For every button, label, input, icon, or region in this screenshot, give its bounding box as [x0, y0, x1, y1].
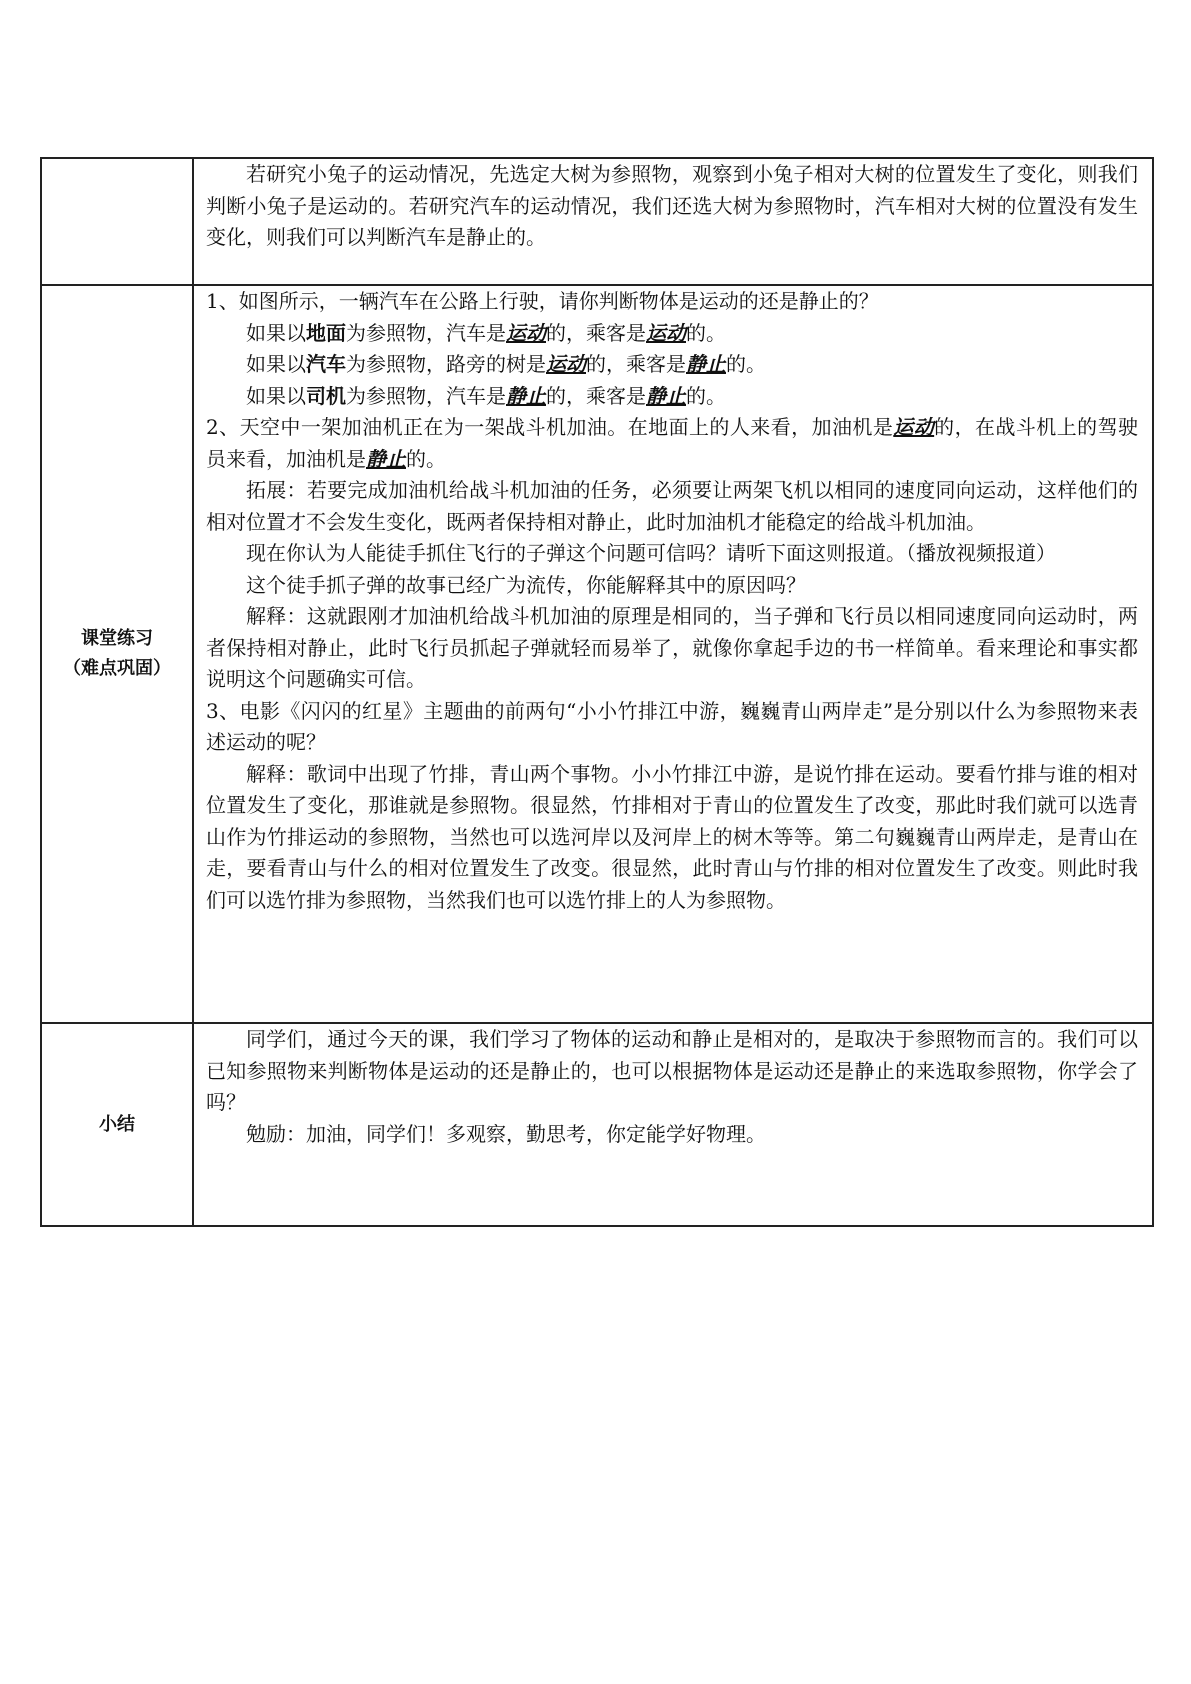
table-row: [41, 158, 1153, 285]
reference-object: 汽车: [306, 352, 346, 376]
row-content: [193, 158, 1153, 285]
label-subtitle: （难点巩固）: [63, 658, 171, 679]
answer: 运动: [506, 320, 546, 345]
answer: 运动: [546, 352, 586, 376]
reference-object: 司机: [306, 383, 346, 408]
q1-line: 如果以汽车为参照物，路旁的树是运动的，乘客是静止的。: [246, 352, 766, 376]
table-row: [41, 285, 1153, 1023]
answer: 运动: [646, 320, 686, 345]
row-label-summary: 小结: [41, 1023, 193, 1226]
question-1: 1、如图所示，一辆汽车在公路上行驶，请你判断物体是运动的还是静止的？: [206, 289, 879, 313]
question-2: 2、天空中一架加油机正在为一架战斗机加油。在地面上的人来看，加油机是运动的，在战斗机上的驾驶员来看，加油机是静止的。: [206, 415, 1138, 471]
table-row: [41, 1023, 1153, 1226]
reference-object: 地面: [306, 320, 346, 345]
answer: 静止: [686, 352, 726, 376]
paragraph: 同学们，通过今天的课，我们学习了物体的运动和静止是相对的，是取决于参照物而言的。我们可以已知参照物来判断物体是运动的还是静止的，也可以根据物体是运动还是静止的来选取参照物，你学会了吗？: [206, 1027, 1138, 1114]
q1-line: 如果以地面为参照物，汽车是运动的，乘客是运动的。: [246, 320, 726, 345]
paragraph: 若研究小兔子的运动情况，先选定大树为参照物，观察到小兔子相对大树的位置发生了变化，则我们判断小兔子是运动的。若研究汽车的运动情况，我们还选大树为参照物时，汽车相对大树的位置没有发生变化，则我们可以判断汽车是静止的。: [206, 162, 1138, 249]
answer: 静止: [646, 383, 686, 408]
answer: 静止: [366, 446, 406, 471]
paragraph-explanation: 解释：歌词中出现了竹排，青山两个事物。小小竹排江中游，是说竹排在运动。要看竹排与谁的相对位置发生了变化，那谁就是参照物。很显然，竹排相对于青山的位置发生了改变，那此时我们就可以选青山作为竹排运动的参照物，当然也可以选河岸以及河岸上的树木等等。第二句巍巍青山两岸走，是青山在走，要看青山与什么的相对位置发生了改变。很显然，此时青山与竹排的相对位置发生了改变。则此时我们可以选竹排为参照物，当然我们也可以选竹排上的人为参照物。: [206, 761, 1138, 912]
paragraph: 勉励：加油，同学们！多观察，勤思考，你定能学好物理。: [246, 1121, 766, 1146]
row-content: [193, 285, 1153, 1023]
label-title: 课堂练习: [81, 628, 153, 649]
q1-line: 如果以司机为参照物，汽车是静止的，乘客是静止的。: [246, 383, 726, 408]
answer: 运动: [893, 415, 935, 439]
paragraph: 这个徒手抓子弹的故事已经广为流传，你能解释其中的原因吗？: [246, 572, 806, 597]
paragraph: 现在你认为人能徒手抓住飞行的子弹这个问题可信吗？请听下面这则报道。（播放视频报道）: [246, 541, 1056, 565]
lesson-plan-table: [40, 157, 1154, 1227]
row-label-practice: [41, 285, 193, 1023]
paragraph-extension: 拓展：若要完成加油机给战斗机加油的任务，必须要让两架飞机以相同的速度同向运动，这样他们的相对位置才不会发生变化，既两者保持相对静止，此时加油机才能稳定的给战斗机加油。: [206, 478, 1138, 534]
question-3: 3、电影《闪闪的红星》主题曲的前两句“小小竹排江中游，巍巍青山两岸走”是分别以什么为参照物来表述运动的呢？: [206, 698, 1138, 754]
answer: 静止: [506, 383, 546, 408]
paragraph-explanation: 解释：这就跟刚才加油机给战斗机加油的原理是相同的，当子弹和飞行员以相同速度同向运动时，两者保持相对静止，此时飞行员抓起子弹就轻而易举了，就像你拿起手边的书一样简单。看来理论和事实都说明这个问题确实可信。: [206, 604, 1138, 691]
row-content: [193, 1023, 1153, 1226]
row-label-empty: [41, 158, 193, 285]
